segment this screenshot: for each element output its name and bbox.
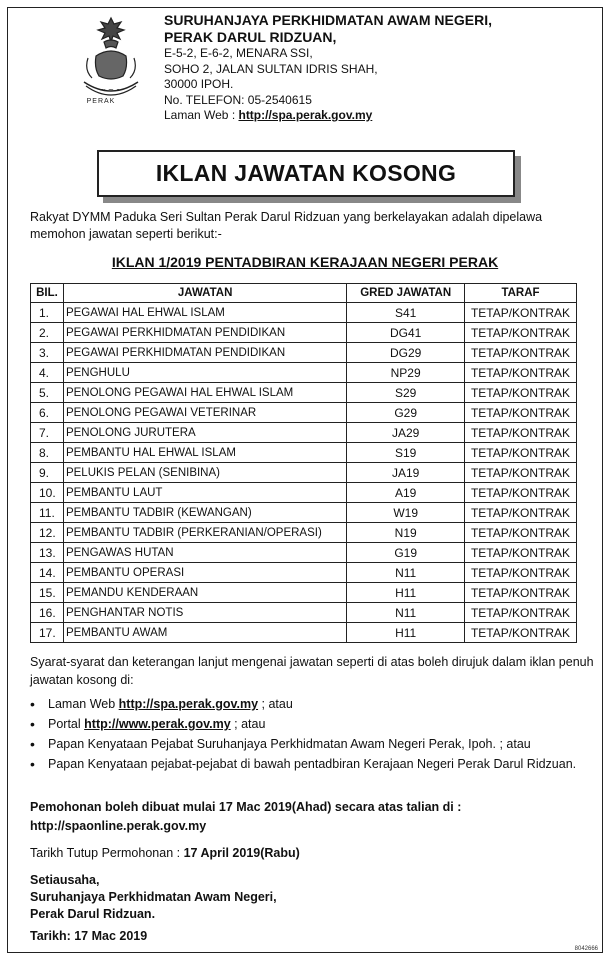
cell-jawatan: PENGAWAS HUTAN (63, 543, 346, 563)
cell-bil: 16. (31, 603, 64, 623)
vacancy-table (30, 283, 577, 643)
cell-jawatan: PENGHANTAR NOTIS (63, 603, 346, 623)
list-item-text: Papan Kenyataan pejabat-pejabat di bawah pentadbiran Kerajaan Negeri Perak Darul Ridzuan. (48, 757, 577, 771)
column-header-jawatan: JAWATAN (63, 284, 346, 303)
table-row (31, 483, 577, 503)
list-item-link[interactable]: http://www.perak.gov.my (84, 717, 231, 731)
cell-gred: A19 (347, 483, 465, 503)
website-label: Laman Web : (164, 108, 239, 122)
cell-gred: DG29 (347, 343, 465, 363)
list-item (30, 715, 600, 733)
cell-bil: 8. (31, 443, 64, 463)
cell-bil: 10. (31, 483, 64, 503)
cell-jawatan: PEMBANTU OPERASI (63, 563, 346, 583)
cell-gred: NP29 (347, 363, 465, 383)
advert-title: IKLAN JAWATAN KOSONG (97, 150, 515, 197)
cell-bil: 9. (31, 463, 64, 483)
cell-jawatan: PEGAWAI PERKHIDMATAN PENDIDIKAN (63, 343, 346, 363)
table-header-row (31, 284, 577, 303)
table-row (31, 523, 577, 543)
application-url[interactable]: http://spaonline.perak.gov.my (30, 819, 207, 833)
table-row (31, 563, 577, 583)
table-row (31, 623, 577, 643)
perak-state-crest-icon (76, 12, 146, 112)
cell-gred: G29 (347, 403, 465, 423)
cell-gred: DG41 (347, 323, 465, 343)
cell-jawatan: PENOLONG PEGAWAI HAL EHWAL ISLAM (63, 383, 346, 403)
cell-bil: 1. (31, 303, 64, 323)
cell-taraf: TETAP/KONTRAK (465, 623, 577, 643)
signature-line: Suruhanjaya Perkhidmatan Awam Negeri, (30, 890, 277, 904)
table-row (31, 403, 577, 423)
reference-code: 8042666 (574, 946, 598, 952)
cell-gred: H11 (347, 583, 465, 603)
cell-taraf: TETAP/KONTRAK (465, 343, 577, 363)
cell-taraf: TETAP/KONTRAK (465, 443, 577, 463)
table-row (31, 303, 577, 323)
list-item-suffix: ; atau (230, 717, 266, 731)
cell-gred: S29 (347, 383, 465, 403)
conditions-paragraph: Syarat-syarat dan keterangan lanjut mengenai jawatan seperti di atas boleh dirujuk dalam iklan penuh jawatan kosong di: (30, 655, 594, 687)
website-link[interactable]: http://spa.perak.gov.my (238, 108, 373, 122)
cell-gred: H11 (347, 623, 465, 643)
cell-taraf: TETAP/KONTRAK (465, 543, 577, 563)
address-line: SOHO 2, JALAN SULTAN IDRIS SHAH, (164, 61, 378, 76)
cell-bil: 15. (31, 583, 64, 603)
cell-bil: 11. (31, 503, 64, 523)
cell-jawatan: PEMBANTU TADBIR (PERKERANIAN/OPERASI) (63, 523, 346, 543)
cell-jawatan: PEGAWAI PERKHIDMATAN PENDIDIKAN (63, 323, 346, 343)
table-row (31, 603, 577, 623)
list-item (30, 695, 600, 713)
column-header-taraf: TARAF (465, 284, 577, 303)
cell-taraf: TETAP/KONTRAK (465, 423, 577, 443)
cell-bil: 3. (31, 343, 64, 363)
issue-date-label: Tarikh: (30, 929, 75, 943)
cell-taraf: TETAP/KONTRAK (465, 383, 577, 403)
reference-list (30, 695, 600, 775)
table-row (31, 343, 577, 363)
table-row (31, 503, 577, 523)
address-line: E-5-2, E-6-2, MENARA SSI, (164, 46, 313, 60)
table-row (31, 443, 577, 463)
table-row (31, 363, 577, 383)
list-item (30, 735, 600, 753)
cell-gred: G19 (347, 543, 465, 563)
issue-date (30, 929, 147, 943)
cell-jawatan: PENOLONG JURUTERA (63, 423, 346, 443)
cell-jawatan: PENOLONG PEGAWAI VETERINAR (63, 403, 346, 423)
cell-taraf: TETAP/KONTRAK (465, 483, 577, 503)
signature-line: Perak Darul Ridzuan. (30, 907, 156, 921)
table-row (31, 323, 577, 343)
website-line (164, 108, 584, 124)
column-header-gred: GRED JAWATAN (347, 284, 465, 303)
cell-bil: 6. (31, 403, 64, 423)
organisation-name-line1: SURUHANJAYA PERKHIDMATAN AWAM NEGERI, (164, 12, 492, 28)
cell-gred: S19 (347, 443, 465, 463)
signature-block (30, 872, 277, 923)
bullet-icon: • (30, 736, 35, 752)
cell-taraf: TETAP/KONTRAK (465, 363, 577, 383)
cell-bil: 4. (31, 363, 64, 383)
cell-taraf: TETAP/KONTRAK (465, 583, 577, 603)
cell-taraf: TETAP/KONTRAK (465, 503, 577, 523)
list-item-text: Laman Web (48, 697, 119, 711)
cell-jawatan: PEMBANTU TADBIR (KEWANGAN) (63, 503, 346, 523)
bullet-icon: • (30, 696, 35, 712)
list-item-text: Portal (48, 717, 85, 731)
cell-gred: JA19 (347, 463, 465, 483)
cell-gred: N19 (347, 523, 465, 543)
phone-number: No. TELEFON: 05-2540615 (164, 92, 312, 107)
issue-date-value: 17 Mac 2019 (74, 929, 148, 943)
cell-taraf: TETAP/KONTRAK (465, 303, 577, 323)
crest-label: PERAK (86, 98, 116, 105)
table-row (31, 423, 577, 443)
organisation-header (164, 12, 584, 124)
signature-line: Setiausaha, (30, 873, 100, 887)
cell-bil: 13. (31, 543, 64, 563)
column-header-bil: BIL. (31, 284, 64, 303)
cell-gred: S41 (347, 303, 465, 323)
cell-taraf: TETAP/KONTRAK (465, 603, 577, 623)
cell-bil: 5. (31, 383, 64, 403)
cell-taraf: TETAP/KONTRAK (465, 403, 577, 423)
closing-date (30, 846, 300, 860)
list-item (30, 755, 600, 773)
application-start-line: Pemohonan boleh dibuat mulai 17 Mac 2019(Ahad) secara atas talian di : (30, 800, 462, 814)
cell-gred: N11 (347, 603, 465, 623)
cell-bil: 2. (31, 323, 64, 343)
list-item-suffix: ; atau (258, 697, 293, 711)
cell-jawatan: PENGHULU (63, 363, 346, 383)
intro-paragraph: Rakyat DYMM Paduka Seri Sultan Perak Darul Ridzuan yang berkelayakan adalah dipelawa memohon jawatan seperti berikut:- (30, 210, 543, 241)
table-row (31, 463, 577, 483)
cell-jawatan: PEGAWAI HAL EHWAL ISLAM (63, 303, 346, 323)
cell-bil: 7. (31, 423, 64, 443)
svg-text:~ ~ ~: ~ ~ ~ (99, 86, 123, 94)
application-info (30, 798, 600, 836)
closing-date-label: Tarikh Tutup Permohonan : (30, 846, 184, 860)
cell-taraf: TETAP/KONTRAK (465, 563, 577, 583)
cell-gred: W19 (347, 503, 465, 523)
cell-taraf: TETAP/KONTRAK (465, 523, 577, 543)
closing-date-value: 17 April 2019(Rabu) (183, 846, 300, 860)
bullet-icon: • (30, 756, 35, 772)
bullet-icon: • (30, 716, 35, 732)
cell-gred: N11 (347, 563, 465, 583)
cell-jawatan: PELUKIS PELAN (SENIBINA) (63, 463, 346, 483)
cell-gred: JA29 (347, 423, 465, 443)
advert-subtitle: IKLAN 1/2019 PENTADBIRAN KERAJAAN NEGERI PERAK (111, 254, 499, 270)
cell-jawatan: PEMBANTU HAL EHWAL ISLAM (63, 443, 346, 463)
table-row (31, 383, 577, 403)
organisation-name-line2: PERAK DARUL RIDZUAN, (164, 29, 337, 45)
cell-jawatan: PEMBANTU LAUT (63, 483, 346, 503)
list-item-text: Papan Kenyataan Pejabat Suruhanjaya Perkhidmatan Awam Negeri Perak, Ipoh. ; atau (48, 737, 531, 751)
table-row (31, 543, 577, 563)
cell-taraf: TETAP/KONTRAK (465, 323, 577, 343)
cell-jawatan: PEMBANTU AWAM (63, 623, 346, 643)
list-item-link[interactable]: http://spa.perak.gov.my (118, 697, 259, 711)
cell-bil: 14. (31, 563, 64, 583)
cell-bil: 17. (31, 623, 64, 643)
cell-jawatan: PEMANDU KENDERAAN (63, 583, 346, 603)
table-row (31, 583, 577, 603)
address-line: 30000 IPOH. (164, 77, 234, 91)
cell-taraf: TETAP/KONTRAK (465, 463, 577, 483)
cell-bil: 12. (31, 523, 64, 543)
